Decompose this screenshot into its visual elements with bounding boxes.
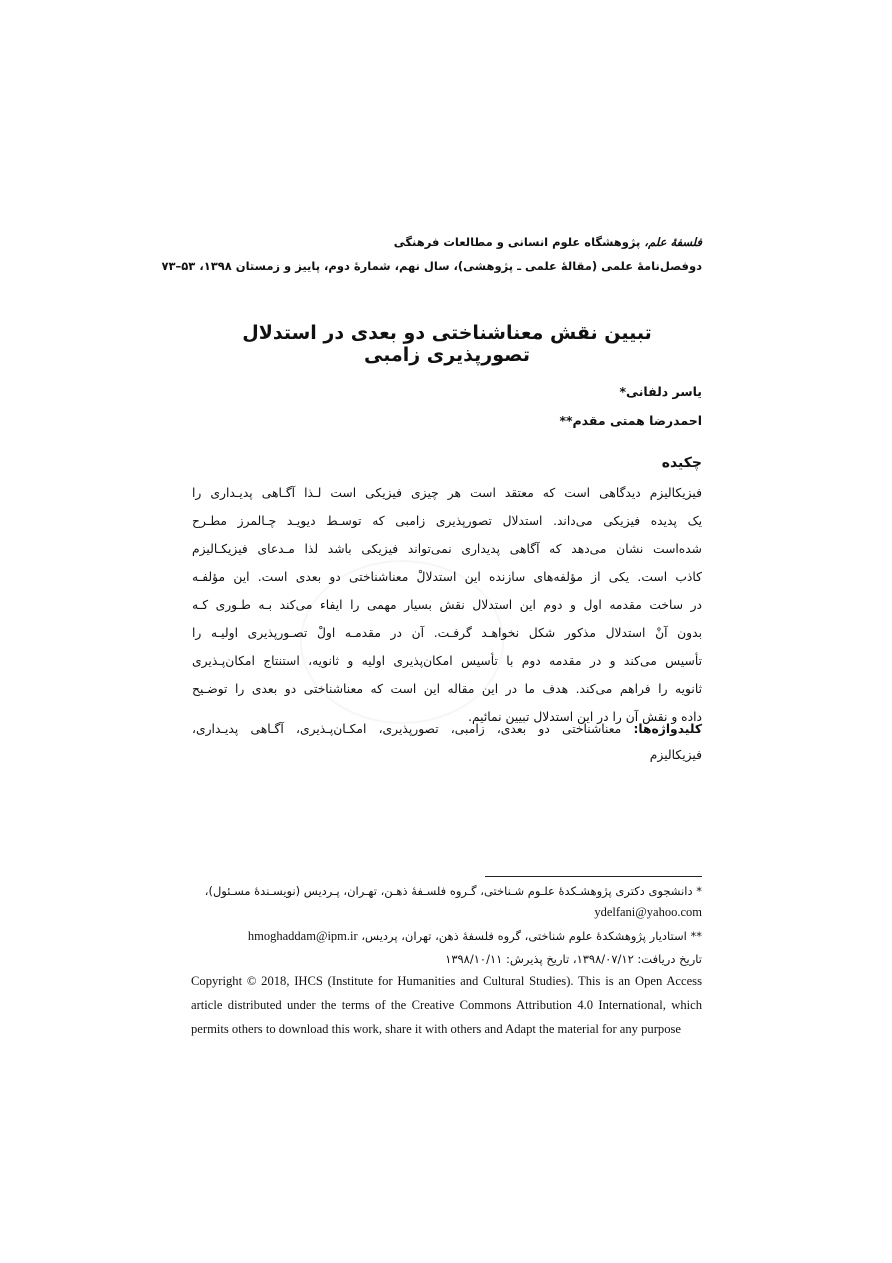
page-title: تبیین نقش معناشناختی دو بعدی در استدلال تصورپذیری زامبی: [242, 322, 652, 366]
abstract-line: شده‌است نشان می‌دهد که آگاهی پدیداری نمی‌تواند فیزیکی باشد لذا مـدعای فیزیکـالیزم: [192, 542, 702, 556]
author-1: یاسر دلفانی*: [619, 384, 702, 399]
keywords-continued: فیزیکالیزم: [649, 748, 702, 762]
copyright-line: Copyright © 2018, IHCS (Institute for Humanities and Cultural Studies). This is an Open Access: [191, 974, 702, 988]
keywords-label: کلیدواژه‌ها:: [633, 722, 702, 736]
abstract-line: یک پدیده فیزیکی می‌داند. استدلال تصورپذیری زامبی که توسـط دیویـد چـالمرز مطـرح: [192, 514, 702, 528]
copyright-line: permits others to download this work, share it with others and Adapt the material for any purpose: [191, 1022, 681, 1036]
footnote-1: * دانشجوی دکتری پژوهشـکدهٔ علـوم شـناختی، گـروه فلسـفهٔ ذهـن، تهـران، پـردیس (نویسـندهٔ مسـئول)،: [204, 884, 702, 898]
author-2: احمدرضا همتی مقدم**: [559, 413, 702, 428]
footnote-1-email[interactable]: ydelfani@yahoo.com: [594, 905, 702, 919]
journal-name: فلسفهٔ علم،: [644, 235, 702, 249]
footnote-1-email-line: [192, 905, 702, 920]
issue-line: دوفصل‌نامهٔ علمی (مقالهٔ علمی ـ پژوهشی)، سال نهم، شمارهٔ دوم، پاییز و زمستان ۱۳۹۸، ۵۳–۷۳: [161, 259, 702, 273]
abstract-line: فیزیکالیزم دیدگاهی است که معتقد است هر چیزی فیزیکی است لـذا آگـاهی پدیـداری را: [192, 486, 702, 500]
abstract-line: کاذب است. یکی از مؤلفه‌های سازنده این استدلالْ معناشناختی دو بعدی است. این مؤلفـه: [192, 570, 702, 584]
abstract-line: تأسیس می‌کند و در مقدمه دوم با تأسیس امکان‌پذیری اولیه و ثانویه، استنتاج امکان‌پـذیری: [192, 654, 702, 668]
footnote-divider: [485, 876, 702, 877]
watermark-seal: [300, 560, 504, 724]
abstract-line: در ساخت مقدمه اول و دوم این استدلال نقش بسیار مهمی را ایفاء می‌کند بـه طـوری کـه: [192, 598, 702, 612]
footnote-2-email[interactable]: hmoghaddam@ipm.ir: [247, 929, 358, 943]
abstract-line: ثانویه را فراهم می‌کند. هدف ما در این مقاله این است که معناشناختی دو بعدی را توضـیح: [192, 682, 702, 696]
keywords: [192, 722, 702, 736]
keywords-text: معناشناختی دو بعدی، زامبی، تصورپذیری، امکـان‌پـذیری، آگـاهی پدیـداری،: [192, 722, 622, 736]
publisher: پژوهشگاه علوم انسانی و مطالعات فرهنگی: [393, 235, 641, 249]
submission-dates: تاریخ دریافت: ۱۳۹۸/۰۷/۱۲، تاریخ پذیرش: ۱۳۹۸/۱۰/۱۱: [445, 952, 702, 966]
abstract-line: بدون آنْ استدلال مذکور شکل نخواهـد گرفـت. آن در مقدمـه اولْ تصـورپذیری اولیـه را: [192, 626, 702, 640]
journal-header: [394, 235, 702, 249]
footnote-2-text: ** استادیار پژوهشکدهٔ علوم شناختی، گروه فلسفهٔ ذهن، تهران، پردیس،: [361, 929, 702, 943]
abstract-line: داده و نقش آن را در این استدلال تبیین نمائیم.: [468, 710, 702, 724]
abstract-heading: چکیده: [661, 455, 702, 471]
copyright-line: article distributed under the terms of the Creative Commons Attribution 4.0 International, which: [191, 998, 702, 1012]
footnote-2: [192, 929, 702, 944]
